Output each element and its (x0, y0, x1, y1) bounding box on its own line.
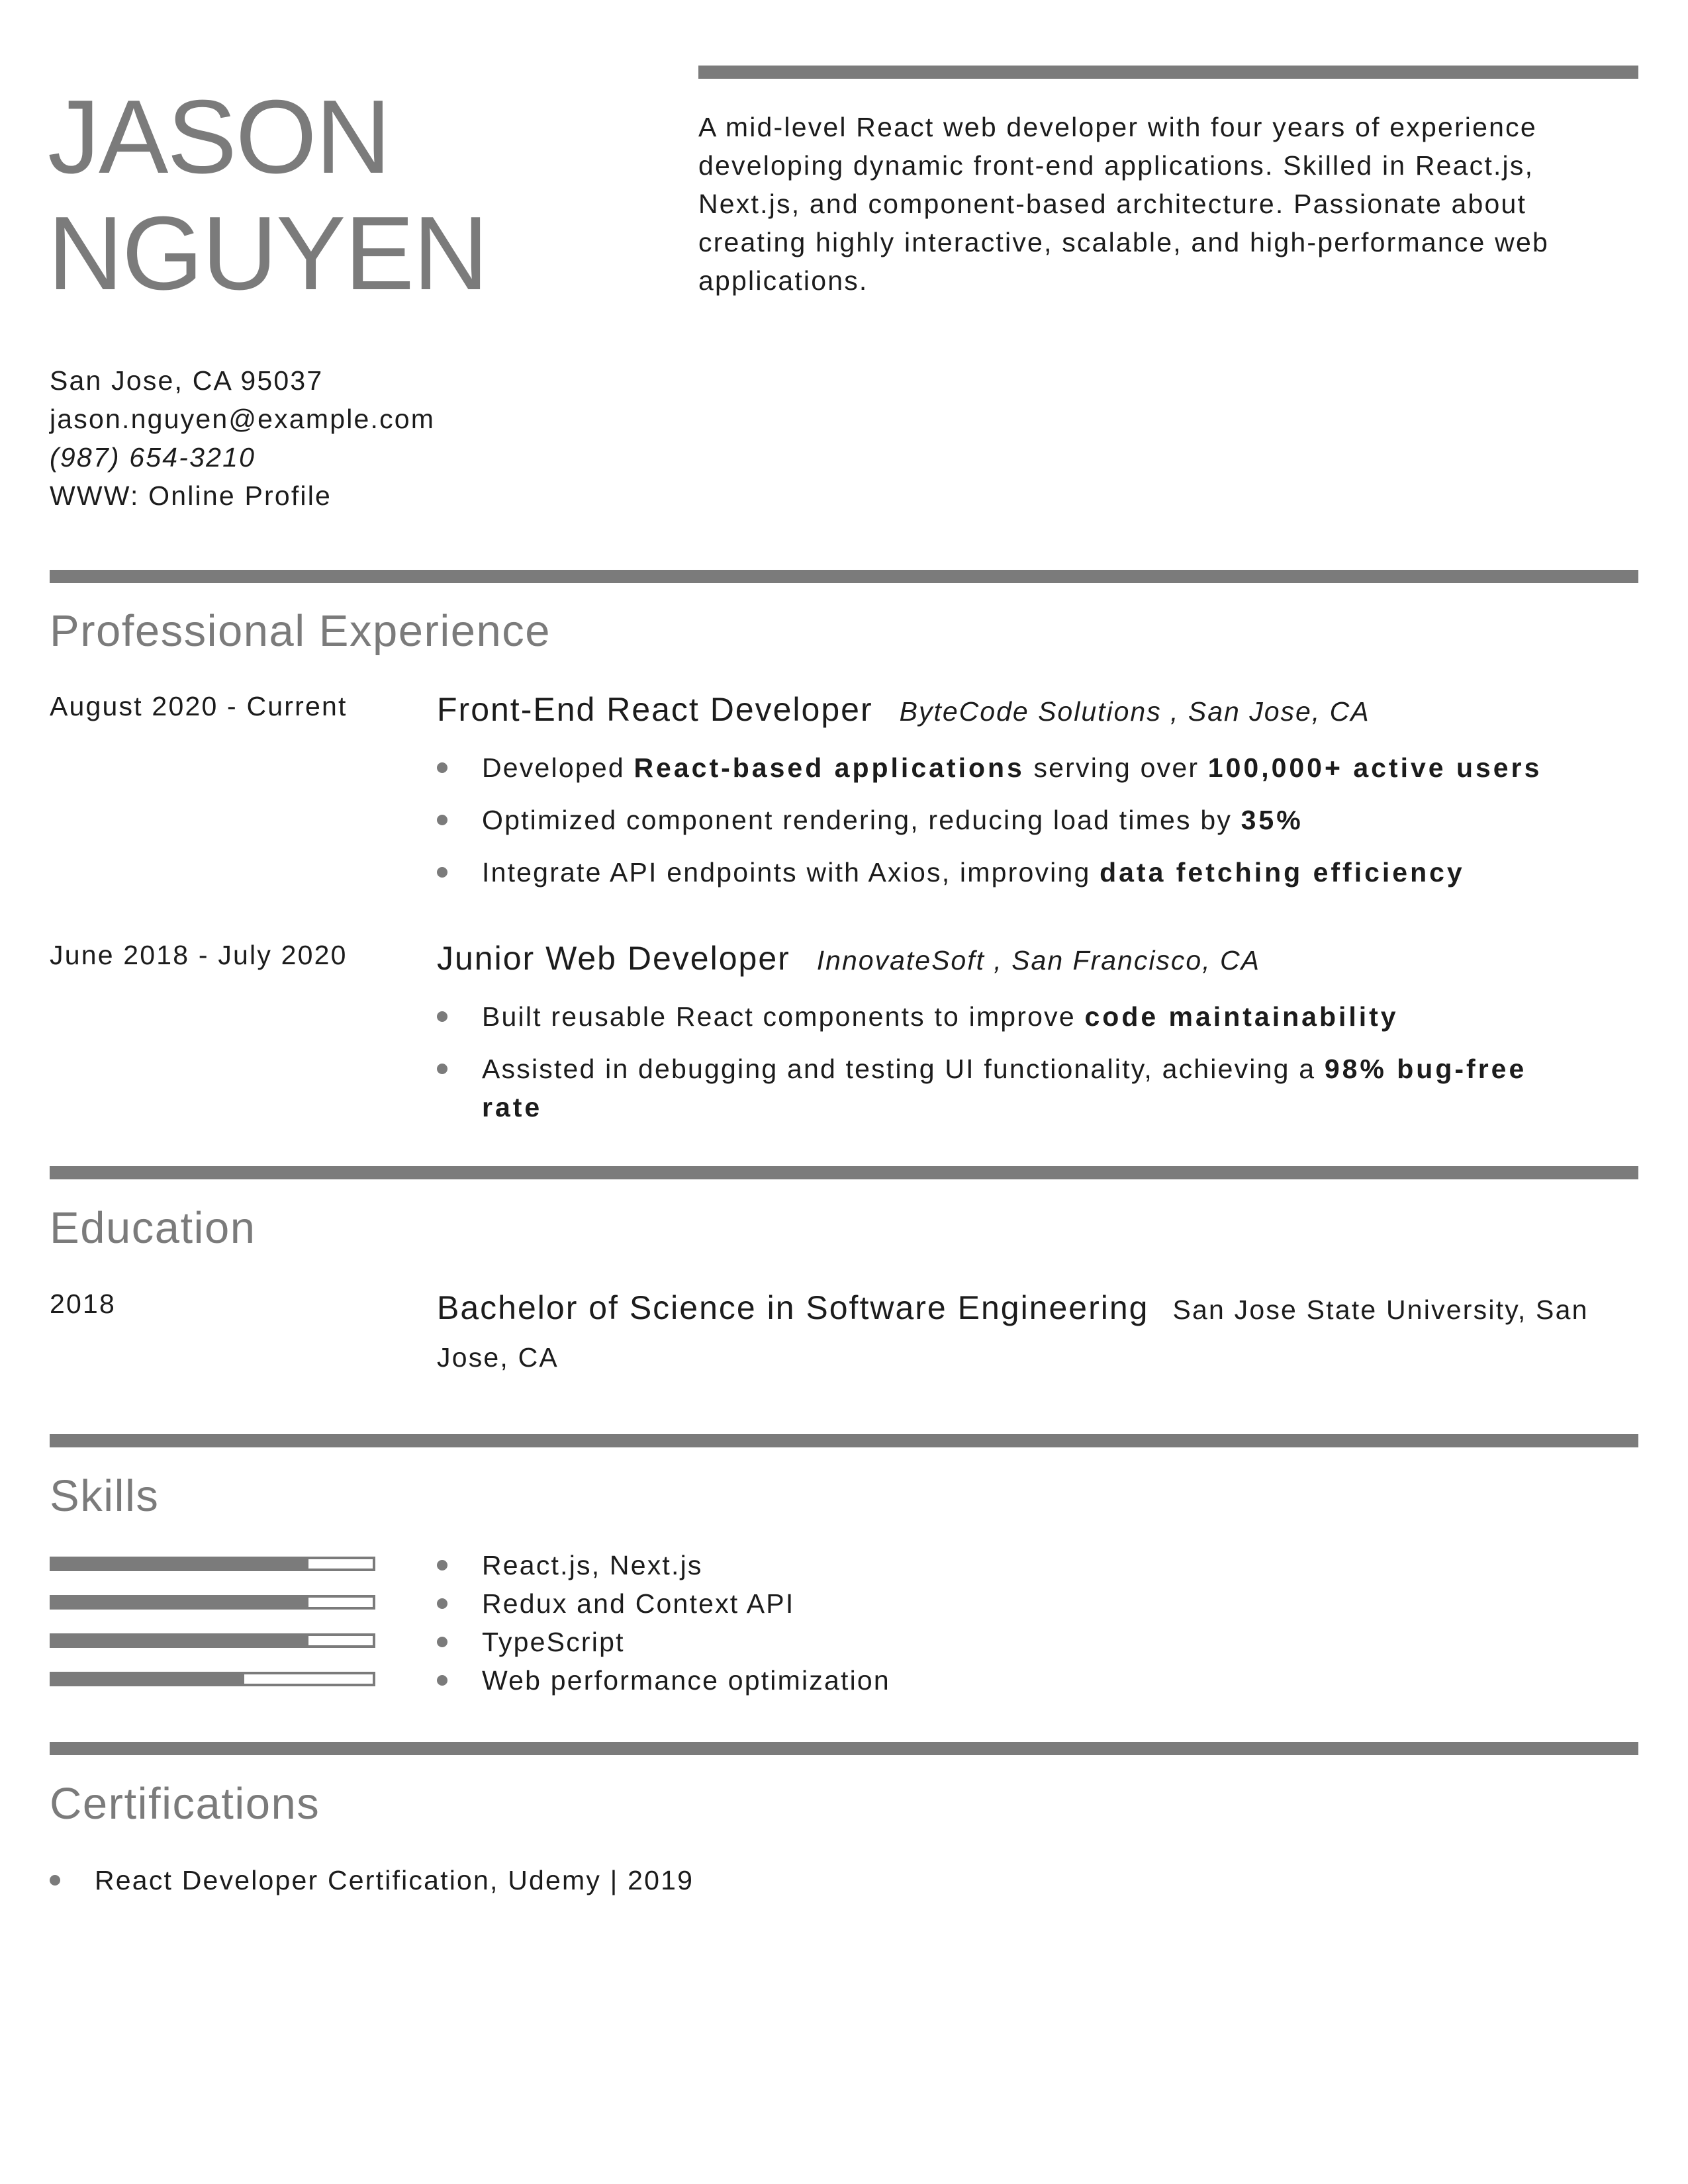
education-divider (50, 1166, 1638, 1179)
header-divider (698, 66, 1638, 79)
section-title-skills: Skills (50, 1471, 160, 1521)
job-2-bullets (437, 997, 1575, 1126)
skill-item: Web performance optimization (437, 1661, 1231, 1700)
job-2-title: Junior Web Developer (437, 940, 790, 977)
skill-item: TypeScript (437, 1623, 1231, 1661)
contact-website[interactable]: WWW: Online Profile (50, 480, 332, 511)
skills-divider (50, 1434, 1638, 1447)
list-item: Developed React-based applications serving over 100,000+ active users (437, 749, 1648, 787)
skill-bar (50, 1633, 375, 1648)
education-school: San Jose State University, San Jose, CA (437, 1295, 1589, 1373)
skill-bar (50, 1557, 375, 1571)
certifications-divider (50, 1742, 1638, 1755)
job-2-company: InnovateSoft , San Francisco, CA (816, 945, 1260, 976)
contact-location: San Jose, CA 95037 (50, 365, 324, 396)
section-title-education: Education (50, 1203, 256, 1253)
summary-text: A mid-level React web developer with four years of experience developing dynamic front-end applications. Skilled in React.js, Next.js, and component-based architecture. Passionate about creating highly interactive, scalable, and high-performance web applications. (698, 112, 1549, 296)
skills-list (437, 1546, 1231, 1700)
list-item: Assisted in debugging and testing UI functionality, achieving a 98% bug-free rate (437, 1050, 1575, 1126)
certification-item: React Developer Certification, Udemy | 2019 (50, 1861, 1241, 1899)
job-1-company: ByteCode Solutions , San Jose, CA (899, 696, 1370, 727)
skill-item: Redux and Context API (437, 1584, 1231, 1623)
contact-phone[interactable]: (987) 654-3210 (50, 442, 256, 473)
job-1-title: Front-End React Developer (437, 691, 873, 728)
skill-item: React.js, Next.js (437, 1546, 1231, 1584)
education-year: 2018 (50, 1289, 117, 1319)
contact-email[interactable]: jason.nguyen@example.com (50, 404, 436, 434)
list-item: Optimized component rendering, reducing load times by 35% (437, 801, 1648, 839)
job-1-header (437, 693, 1370, 726)
education-entry (437, 1284, 1648, 1381)
job-1-bullets (437, 749, 1648, 891)
education-degree: Bachelor of Science in Software Engineering (437, 1289, 1149, 1326)
skill-bar-fill (52, 1598, 308, 1607)
experience-divider (50, 570, 1638, 583)
section-title-certifications: Certifications (50, 1779, 320, 1829)
last-name: NGUYEN (48, 195, 487, 312)
skill-bar-fill (52, 1674, 244, 1684)
job-1-dates: August 2020 - Current (50, 691, 348, 721)
list-item: Integrate API endpoints with Axios, improving data fetching efficiency (437, 853, 1648, 891)
skill-bar-fill (52, 1559, 308, 1569)
skill-bar (50, 1595, 375, 1610)
section-title-experience: Professional Experience (50, 606, 551, 656)
contact-info (50, 361, 435, 515)
certifications-list (50, 1861, 1241, 1899)
first-name: JASON (48, 79, 390, 195)
candidate-name (48, 79, 487, 312)
job-2-header (437, 942, 1260, 975)
skill-bar (50, 1672, 375, 1686)
skill-bar-fill (52, 1636, 308, 1645)
job-2-dates: June 2018 - July 2020 (50, 940, 348, 970)
list-item: Built reusable React components to improve code maintainability (437, 997, 1575, 1036)
